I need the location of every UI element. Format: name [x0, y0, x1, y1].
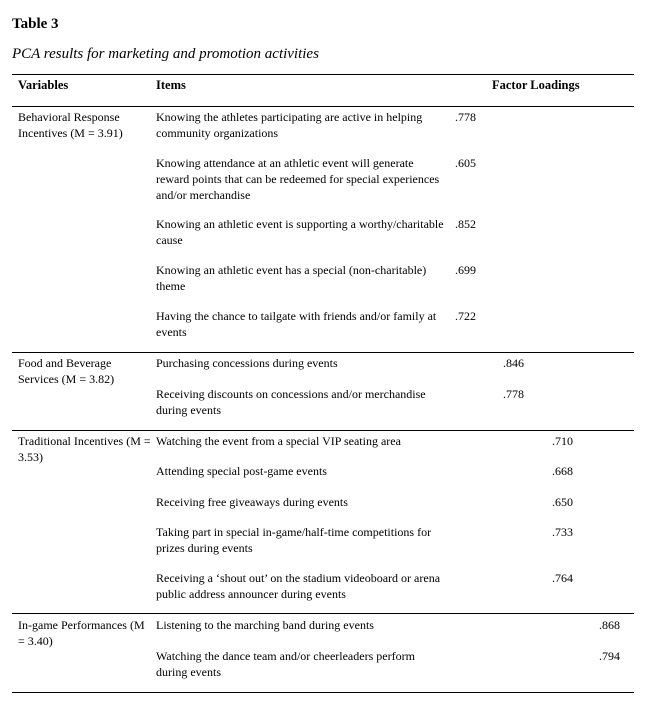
table-title: PCA results for marketing and promotion activities: [12, 46, 319, 62]
factor-loading: .868: [599, 618, 620, 632]
factor-loading: .605: [455, 156, 476, 170]
item-text: Watching the dance team and/or cheerleaders perform during events: [156, 649, 415, 679]
item-text: Listening to the marching band during events: [156, 618, 374, 632]
item-text: Taking part in special in-game/half-time competitions for prizes during events: [156, 525, 432, 555]
item-text: Watching the event from a special VIP seating area: [156, 434, 401, 448]
factor-loading: .650: [552, 495, 573, 509]
factor-loading: .722: [455, 309, 476, 323]
item-text: Purchasing concessions during events: [156, 356, 338, 370]
factor-loading: .778: [503, 387, 524, 401]
group-variable: In-game Performances (M = 3.40): [18, 618, 145, 648]
group-variable: Food and Beverage Services (M = 3.82): [18, 356, 115, 386]
item-text: Receiving free giveaways during events: [156, 495, 348, 509]
factor-loading: .846: [503, 356, 524, 370]
group-variable: Traditional Incentives (M = 3.53): [18, 434, 151, 464]
group-variable: Behavioral Response Incentives (M = 3.91): [18, 110, 123, 140]
item-text: Knowing attendance at an athletic event will generate reward points that can be redeemed for special experiences and/or merchandise: [156, 156, 440, 202]
table-label: Table 3: [12, 16, 59, 32]
group-rule: [12, 613, 634, 614]
header-factor-loadings: Factor Loadings: [492, 78, 580, 92]
bottom-rule: [12, 692, 634, 693]
group-rule: [12, 352, 634, 353]
factor-loading: .852: [455, 217, 476, 231]
item-text: Receiving a ‘shout out’ on the stadium videoboard or arena public address announcer during events: [156, 571, 441, 601]
item-text: Having the chance to tailgate with friends and/or family at events: [156, 309, 437, 339]
header-variables: Variables: [18, 78, 69, 92]
factor-loading: .764: [552, 571, 573, 585]
group-rule: [12, 430, 634, 431]
item-text: Knowing an athletic event is supporting a worthy/charitable cause: [156, 217, 444, 247]
top-rule: [12, 74, 634, 75]
header-items: Items: [156, 78, 186, 92]
factor-loading: .699: [455, 263, 476, 277]
factor-loading: .794: [599, 649, 620, 663]
header-rule: [12, 106, 634, 107]
factor-loading: .778: [455, 110, 476, 124]
item-text: Knowing the athletes participating are active in helping community organizations: [156, 110, 423, 140]
item-text: Attending special post-game events: [156, 464, 327, 478]
item-text: Receiving discounts on concessions and/or merchandise during events: [156, 387, 426, 417]
factor-loading: .668: [552, 464, 573, 478]
item-text: Knowing an athletic event has a special (non-charitable) theme: [156, 263, 427, 293]
factor-loading: .733: [552, 525, 573, 539]
factor-loading: .710: [552, 434, 573, 448]
